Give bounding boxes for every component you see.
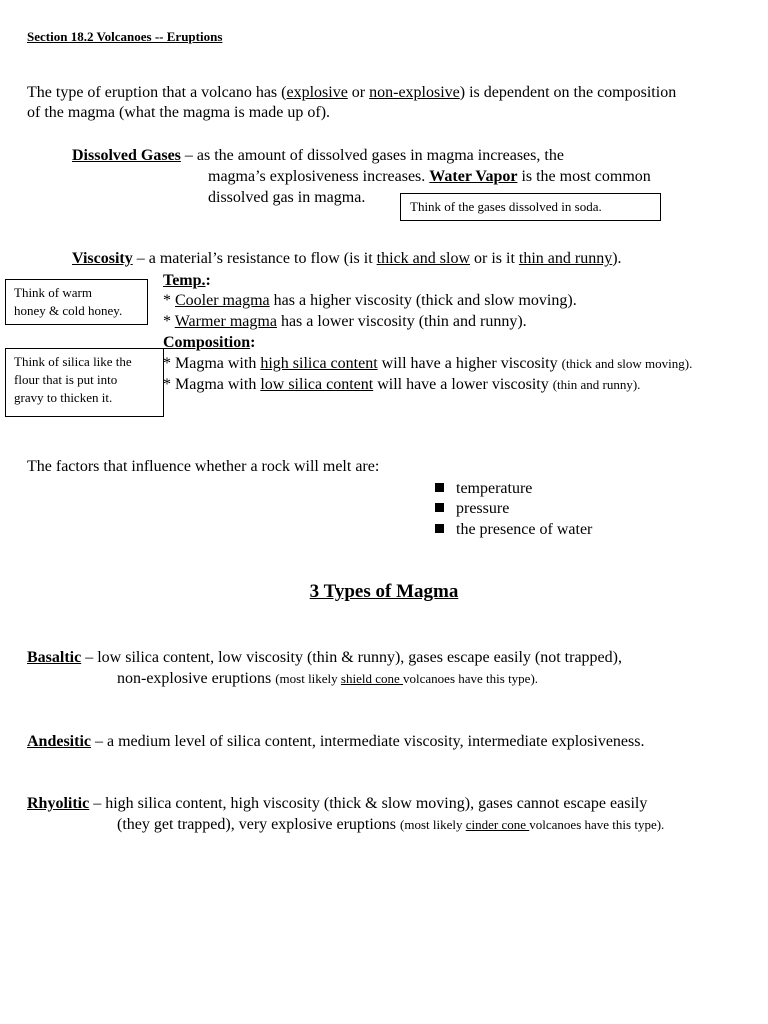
basaltic-line-2: non-explosive eruptions (most likely shield cone volcanoes have this type). xyxy=(117,670,539,687)
rhyolitic-line-2: (they get trapped), very explosive eruptions (most likely cinder cone volcanoes have this type). xyxy=(117,816,665,833)
dissolved-gases-line-3: dissolved gas in magma. xyxy=(208,189,366,206)
square-bullet-icon xyxy=(435,483,444,492)
square-bullet-icon xyxy=(435,524,444,533)
temp-warmer-line: * Warmer magma has a lower viscosity (thin and runny). xyxy=(163,313,527,330)
term-viscosity: Viscosity xyxy=(72,250,133,267)
dissolved-gases-line-2: magma’s explosiveness increases. Water Vapor is the most common xyxy=(208,168,651,185)
term-basaltic: Basaltic xyxy=(27,649,82,666)
andesitic-line: Andesitic – a medium level of silica content, intermediate viscosity, intermediate explosiveness. xyxy=(27,733,645,750)
melt-item: pressure xyxy=(435,499,509,518)
section-title: Section 18.2 Volcanoes -- Eruptions xyxy=(27,29,223,44)
melt-intro: The factors that influence whether a rock will melt are: xyxy=(27,458,380,475)
term-dissolved-gases: Dissolved Gases xyxy=(72,147,181,164)
note-soda: Think of the gases dissolved in soda. xyxy=(400,193,661,221)
term-explosive: explosive xyxy=(286,84,348,101)
note-honey: Think of warm honey & cold honey. xyxy=(5,279,148,325)
composition-heading: Composition: xyxy=(163,334,256,351)
term-non-explosive: non-explosive xyxy=(369,84,460,101)
viscosity-line: Viscosity – a material’s resistance to flow (is it thick and slow or is it thin and runny). xyxy=(72,250,622,267)
term-rhyolitic: Rhyolitic xyxy=(27,795,90,812)
temp-cooler-line: * Cooler magma has a higher viscosity (thick and slow moving). xyxy=(163,292,577,309)
types-title: 3 Types of Magma xyxy=(309,581,459,602)
melt-item: temperature xyxy=(435,479,532,498)
temp-heading: Temp.: xyxy=(163,272,211,289)
composition-high-line: * Magma with high silica content will have a higher viscosity (thick and slow moving). xyxy=(163,355,693,372)
composition-low-line: * Magma with low silica content will have a lower viscosity (thin and runny). xyxy=(163,376,641,393)
term-water-vapor: Water Vapor xyxy=(429,168,518,185)
rhyolitic-line-1: Rhyolitic – high silica content, high viscosity (thick & slow moving), gases cannot escape easily xyxy=(27,795,648,812)
term-andesitic: Andesitic xyxy=(27,733,91,750)
dissolved-gases-line-1: Dissolved Gases – as the amount of dissolved gases in magma increases, the xyxy=(72,147,564,164)
note-silica: Think of silica like the flour that is put into gravy to thicken it. xyxy=(5,348,164,417)
intro-line-2: of the magma (what the magma is made up of). xyxy=(27,104,331,121)
square-bullet-icon xyxy=(435,503,444,512)
basaltic-line-1: Basaltic – low silica content, low viscosity (thin & runny), gases escape easily (not trapped), xyxy=(27,649,622,666)
melt-item: the presence of water xyxy=(435,520,592,539)
intro-line-1: The type of eruption that a volcano has (explosive or non-explosive) is dependent on the composition xyxy=(27,84,677,101)
